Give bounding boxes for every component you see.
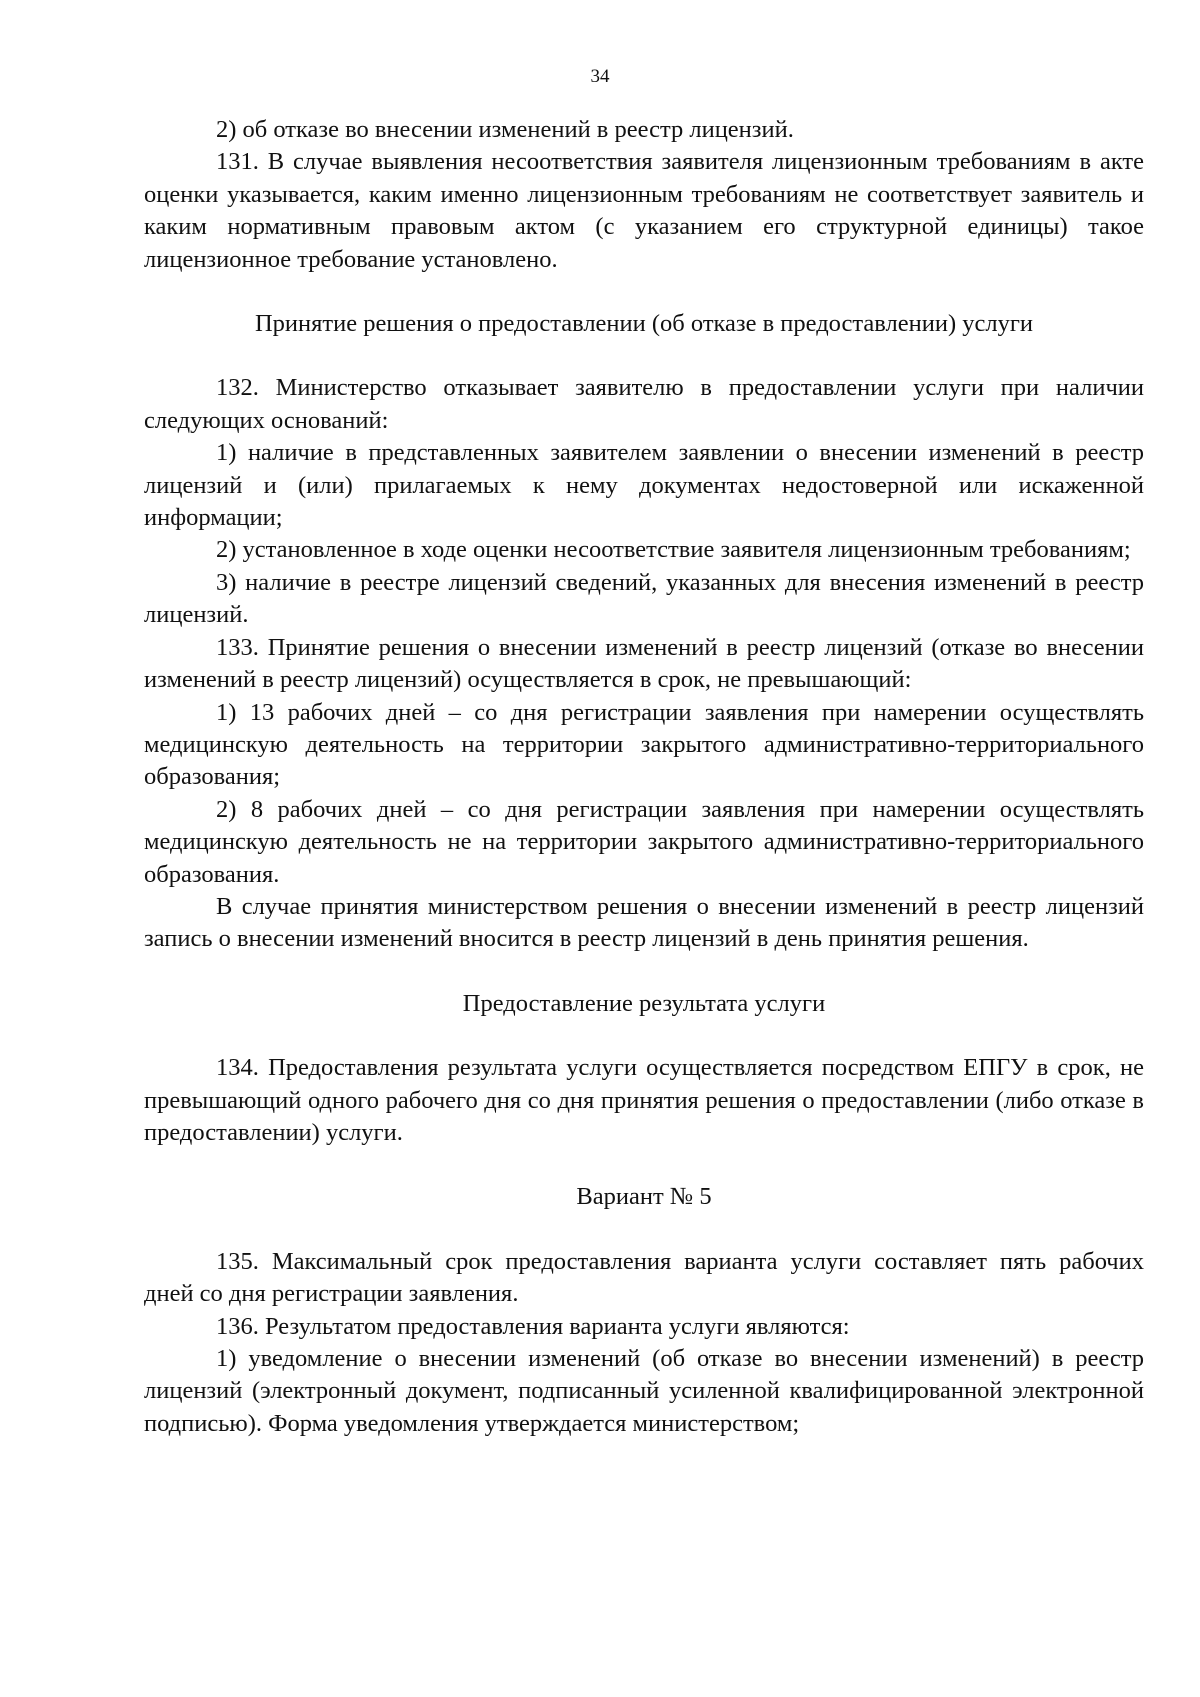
paragraph: 136. Результатом предоставления варианта услуги являются: <box>216 1312 850 1340</box>
paragraph: 131. В случае выявления несоответствия заявителя лицензионным требованиям в акте оценки указывается, каким именно лицензионным требованиям не соответствует заявитель и каким нормативным правовым актом (с указанием его структурной единицы) такое лицензионное требование установлено. <box>144 148 1144 273</box>
paragraph: 3) наличие в реестре лицензий сведений, указанных для внесения изменений в реестр лицензий. <box>144 568 1144 629</box>
paragraph: 133. Принятие решения о внесении изменений в реестр лицензий (отказе во внесении изменений в реестр лицензий) осуществляется в срок, не превышающий: <box>144 633 1144 694</box>
spacer <box>144 1020 1144 1052</box>
section-heading-decision: Принятие решения о предоставлении (об отказе в предоставлении) услуги <box>254 310 1034 338</box>
spacer <box>144 276 1144 308</box>
paragraph: 2) установленное в ходе оценки несоответствие заявителя лицензионным требованиям; <box>216 536 1131 564</box>
paragraph: 132. Министерство отказывает заявителю в предоставлении услуги при наличии следующих оснований: <box>144 374 1144 434</box>
section-heading-variant: Вариант № 5 <box>576 1183 712 1211</box>
paragraph: 2) 8 рабочих дней – со дня регистрации заявления при намерении осуществлять медицинскую деятельность не на территории закрытого административно-территориального образования. <box>144 795 1144 888</box>
section-heading-result: Предоставление результата услуги <box>462 989 826 1017</box>
page-number: 34 <box>590 66 610 87</box>
paragraph: В случае принятия министерством решения о внесении изменений в реестр лицензий запись о внесении изменений вносится в реестр лицензий в день принятия решения. <box>144 892 1144 953</box>
paragraph: 134. Предоставления результата услуги осуществляется посредством ЕПГУ в срок, не превышающий одного рабочего дня со дня принятия решения о предоставлении (либо отказе в предоставлении) услуги. <box>144 1054 1144 1146</box>
paragraph: 1) уведомление о внесении изменений (об отказе во внесении изменений) в реестр лицензий (электронный документ, подписанный усиленной квалифицированной электронной подписью). Форма уведомления утверждается министерством; <box>144 1345 1144 1437</box>
paragraph: 1) 13 рабочих дней – со дня регистрации заявления при намерении осуществлять медицинскую деятельность на территории закрытого административно-территориального образования; <box>144 698 1144 791</box>
spacer <box>144 340 1144 372</box>
spacer <box>144 1149 1144 1181</box>
spacer <box>144 956 1144 988</box>
paragraph: 2) об отказе во внесении изменений в реестр лицензий. <box>216 116 794 143</box>
paragraph: 135. Максимальный срок предоставления варианта услуги составляет пять рабочих дней со дня регистрации заявления. <box>144 1247 1144 1308</box>
document-body <box>144 114 1144 1440</box>
spacer <box>144 1214 1144 1246</box>
paragraph: 1) наличие в представленных заявителем заявлении о внесении изменений в реестр лицензий и (или) прилагаемых к нему документах недостоверной или искаженной информации; <box>144 439 1144 532</box>
